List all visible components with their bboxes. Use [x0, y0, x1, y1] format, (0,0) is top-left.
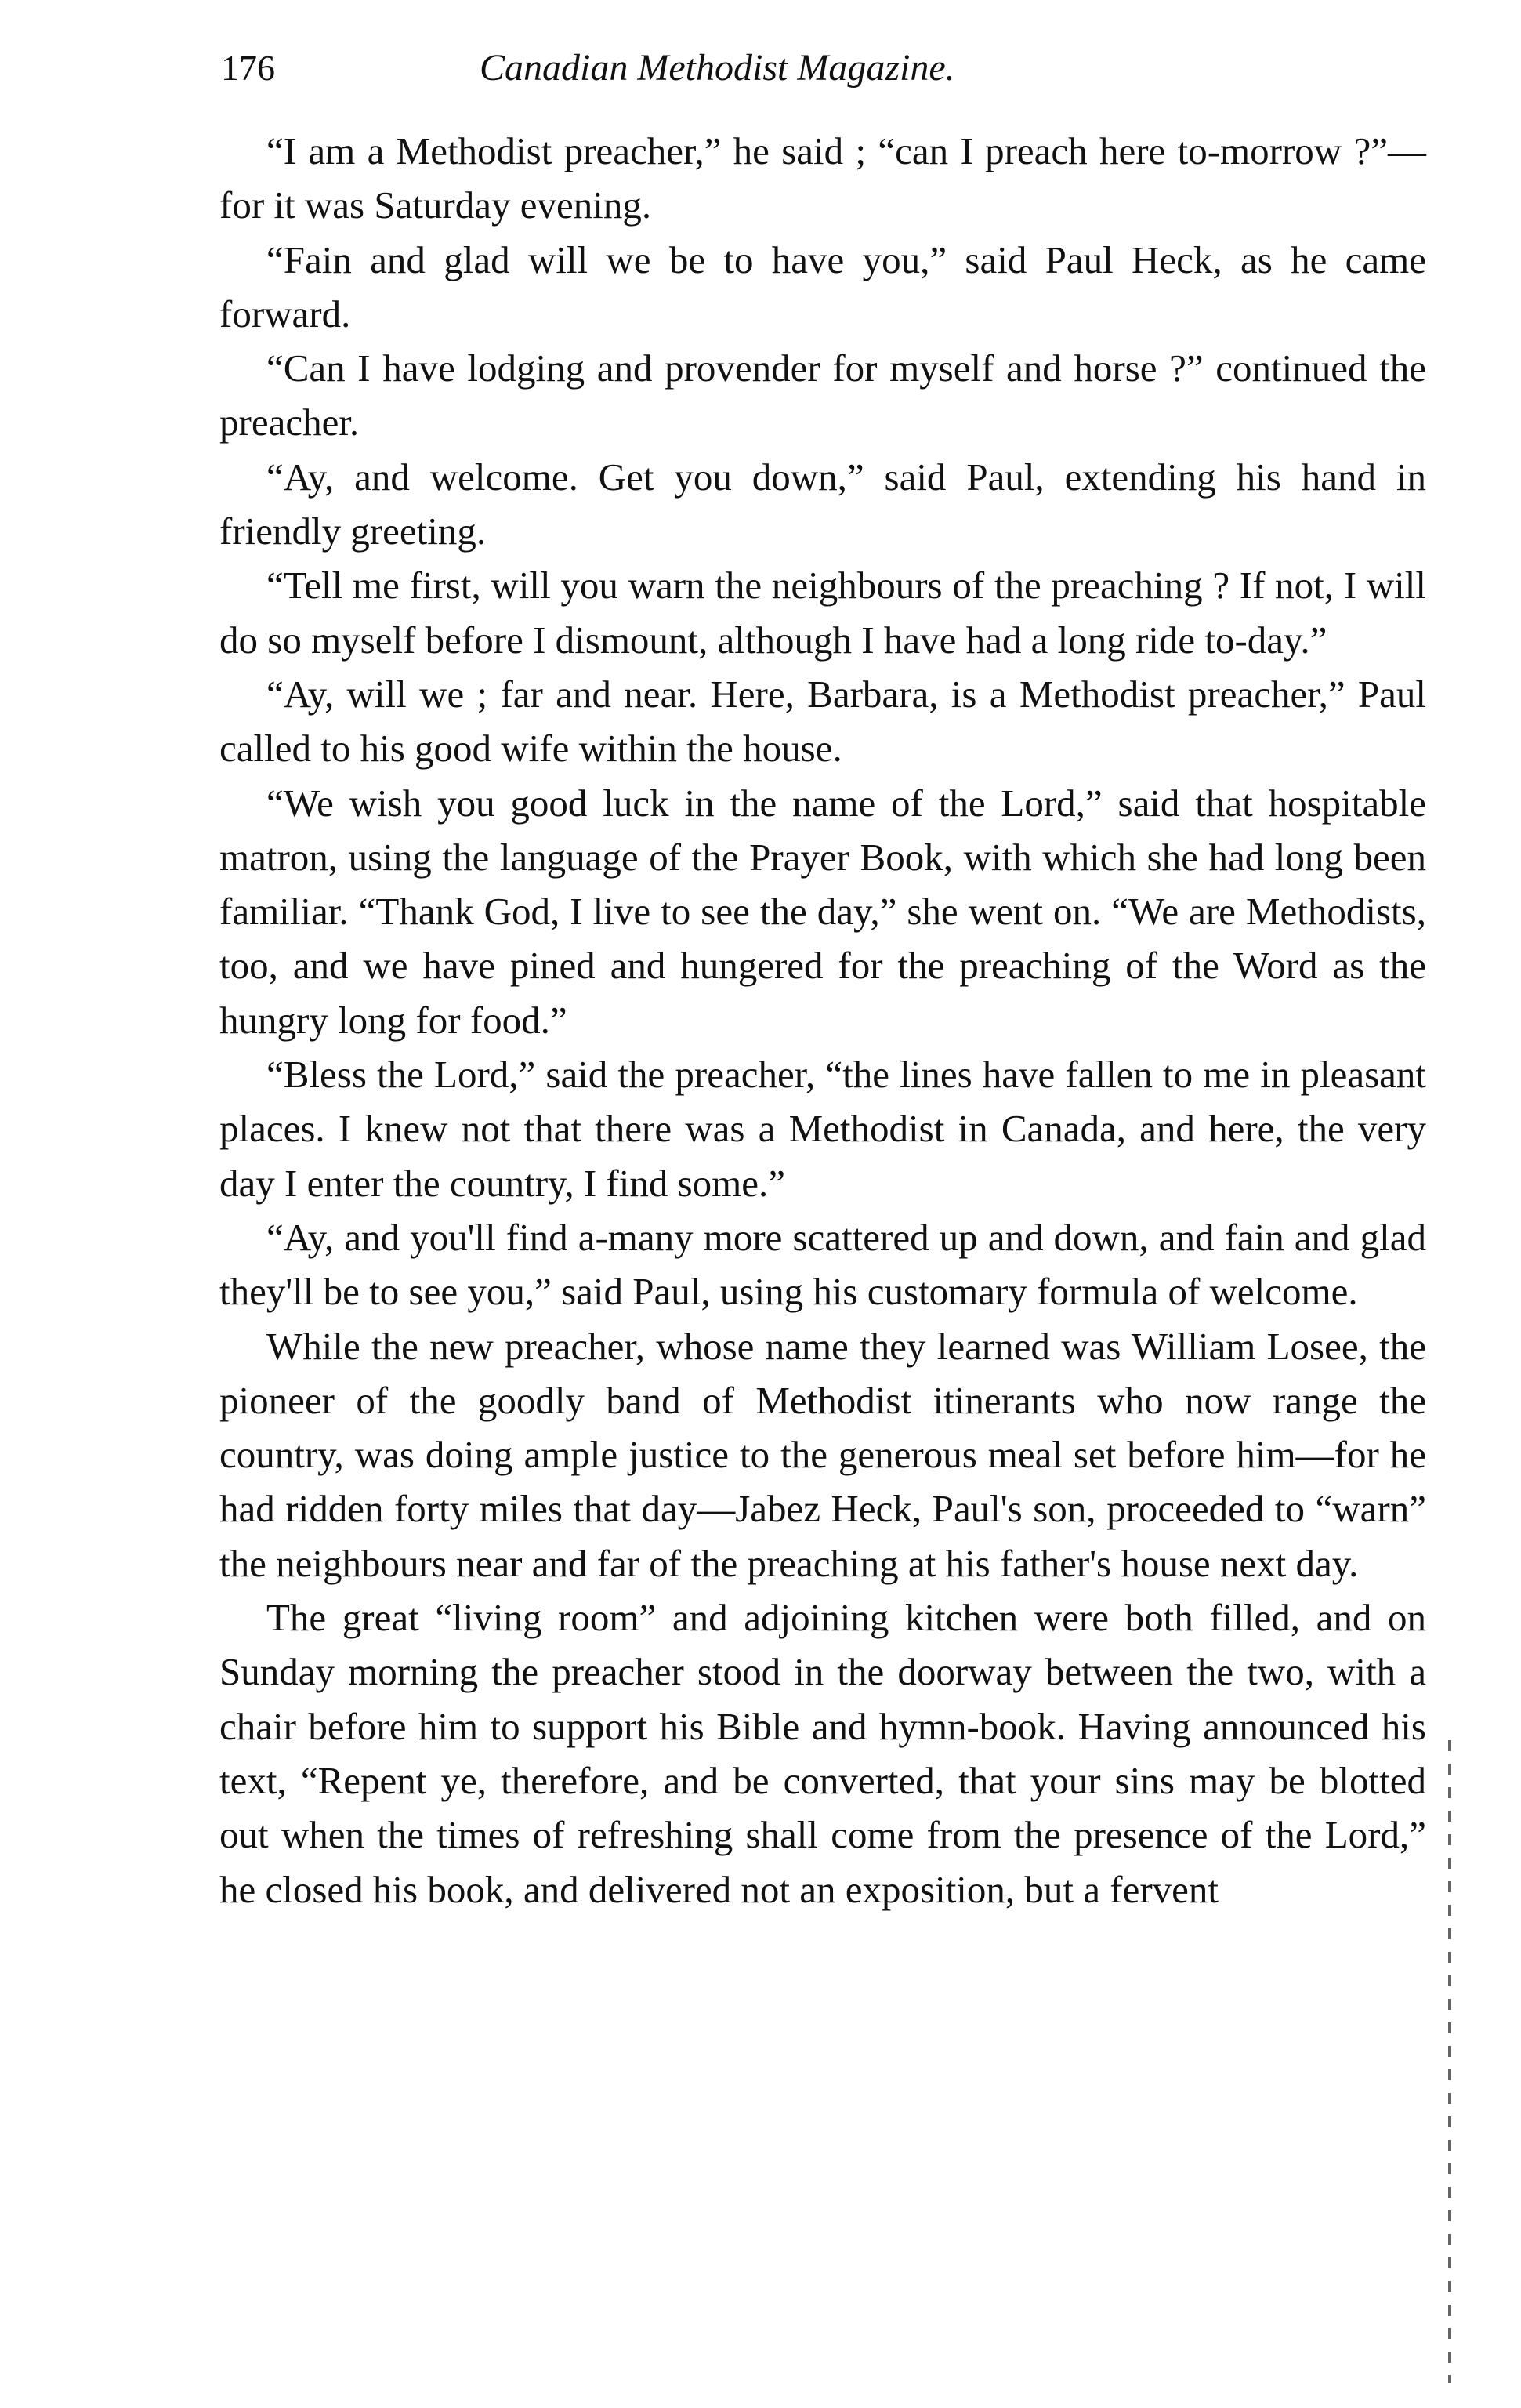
paragraph-3: “Can I have lodging and provender for myself and horse ?” continued the preacher.	[219, 346, 1426, 444]
paragraph-9: “Ay, and you'll find a-many more scattered up and down, and fain and glad they'll be to see you,” said Paul, using his customary formula of welcome.	[219, 1215, 1426, 1314]
paragraph-5: “Tell me first, will you warn the neighbours of the preaching ? If not, I will do so myself before I dismount, although I have had a long ride to-day.”	[219, 564, 1426, 662]
page-header	[221, 41, 1428, 96]
running-title: Canadian Methodist Magazine.	[480, 47, 955, 89]
paragraph-11: The great “living room” and adjoining kitchen were both filled, and on Sunday morning the preacher stood in the doorway between the two, with a chair before him to support his Bible and hymn-book. Having announced his text, “Repent ye, therefore, and be converted, that your sins may be blotted out when the times of refreshing shall come from the presence of the Lord,” he closed his book, and delivered not an exposition, but a fervent	[219, 1596, 1426, 1911]
paragraph-2: “Fain and glad will we be to have you,” said Paul Heck, as he came forward.	[219, 238, 1426, 335]
paragraph-10: While the new preacher, whose name they learned was William Losee, the pioneer of the goodly band of Methodist itinerants who now range the country, was doing ample justice to the generous meal set before him—for he had ridden forty miles that day—Jabez Heck, Paul's son, proceeded to “warn” the neighbours near and far of the preaching at his father's house next day.	[219, 1324, 1426, 1585]
paragraph-4: “Ay, and welcome. Get you down,” said Paul, extending his hand in friendly greeting.	[219, 455, 1426, 553]
scan-edge-mark	[1448, 1740, 1451, 2383]
paragraph-6: “Ay, will we ; far and near. Here, Barbara, is a Methodist preacher,” Paul called to his good wife within the house.	[219, 672, 1426, 771]
paragraph-1: “I am a Methodist preacher,” he said ; “can I preach here to-morrow ?”—for it was Saturday evening.	[219, 129, 1426, 227]
paragraph-7: “We wish you good luck in the name of the Lord,” said that hospitable matron, using the language of the Prayer Book, with which she had long been familiar. “Thank God, I live to see the day,” she went on. “We are Methodists, too, and we have pined and hungered for the preaching of the Word as the hungry long for food.”	[219, 781, 1426, 1042]
paragraph-8: “Bless the Lord,” said the preacher, “the lines have fallen to me in pleasant places. I knew not that there was a Methodist in Canada, and here, the very day I enter the country, I find some.”	[219, 1053, 1426, 1205]
page-number: 176	[221, 48, 275, 88]
article-body	[219, 124, 1426, 1917]
